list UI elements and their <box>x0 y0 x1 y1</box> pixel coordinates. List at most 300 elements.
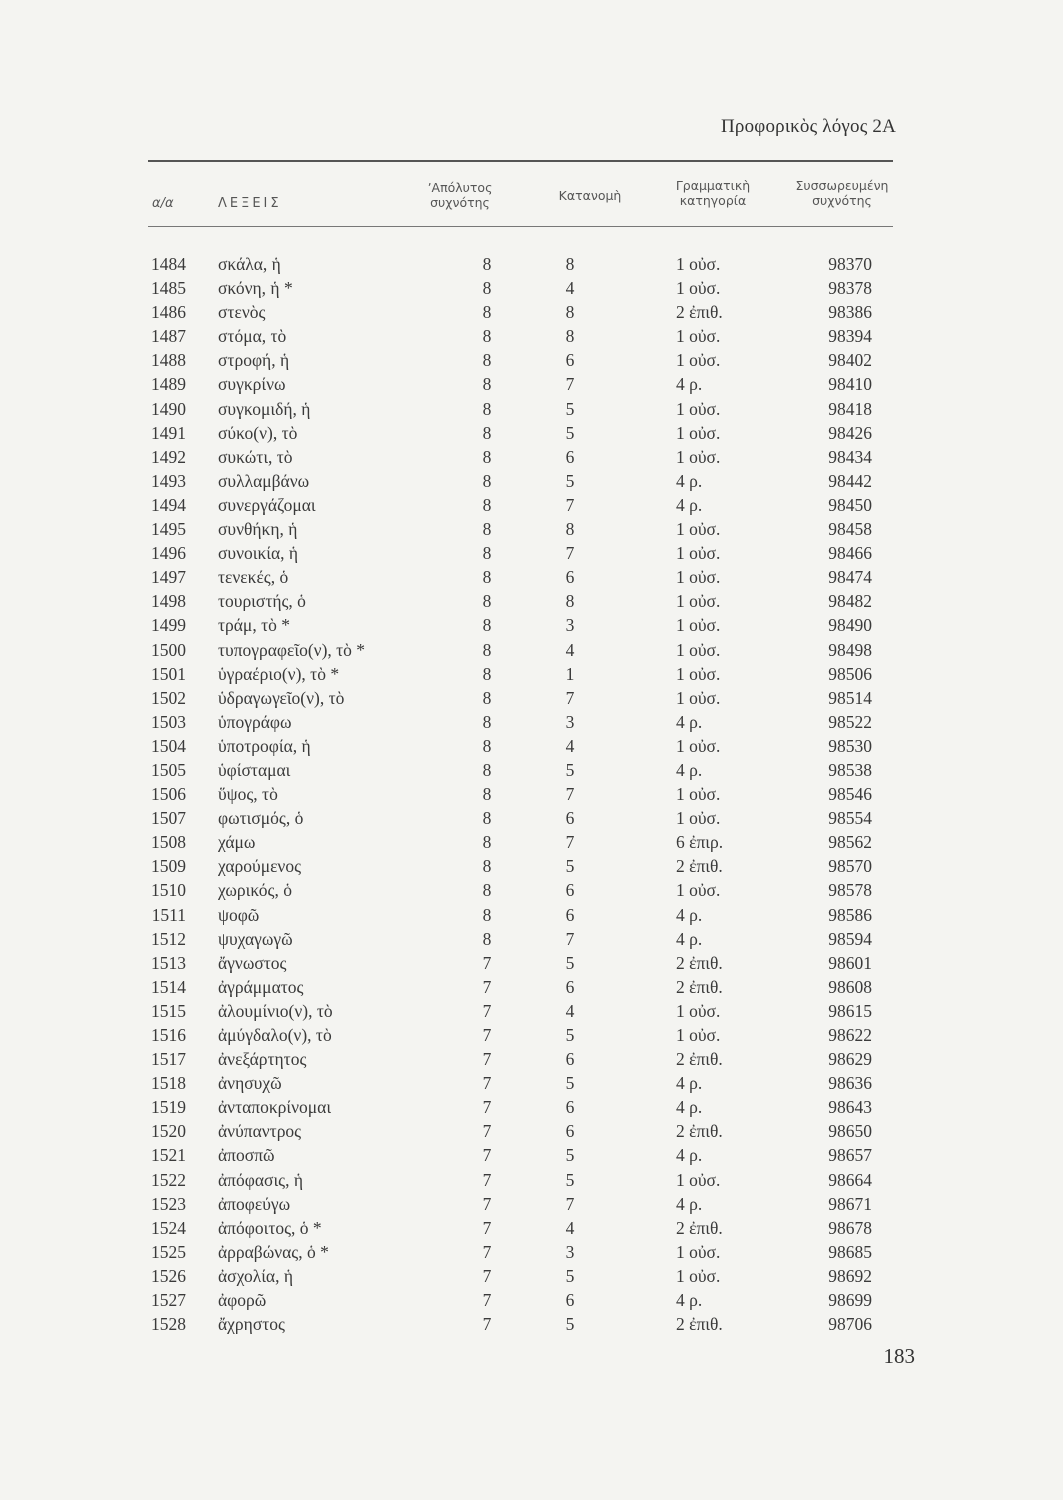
row-absolute-frequency: 8 <box>482 422 492 443</box>
row-absolute-frequency: 7 <box>482 1073 492 1094</box>
table-row <box>0 541 1063 565</box>
row-absolute-frequency: 7 <box>482 1097 492 1118</box>
row-absolute-frequency: 8 <box>482 687 492 708</box>
running-head: Προφορικὸς λόγος 2Α <box>720 116 896 137</box>
column-header-distribution: Κατανομὴ <box>558 188 622 203</box>
row-grammatical-category: 1 οὐσ. <box>676 615 721 636</box>
row-grammatical-category: 1 οὐσ. <box>676 784 721 805</box>
table-row <box>0 1264 1063 1288</box>
row-word: ἀπόφασις, ἡ <box>218 1169 303 1190</box>
row-grammatical-category: 1 οὐσ. <box>676 519 721 540</box>
row-grammatical-category: 1 οὐσ. <box>676 1169 721 1190</box>
row-index: 1513 <box>151 952 186 973</box>
row-word: ἀποσπῶ <box>218 1145 275 1166</box>
row-cumulative-frequency: 98442 <box>828 470 872 491</box>
row-cumulative-frequency: 98514 <box>828 687 872 708</box>
row-absolute-frequency: 7 <box>482 1000 492 1021</box>
row-absolute-frequency: 7 <box>482 1169 492 1190</box>
table-row <box>0 1095 1063 1119</box>
row-grammatical-category: 1 οὐσ. <box>676 1025 721 1045</box>
table-row <box>0 1288 1063 1312</box>
row-index: 1505 <box>151 759 186 780</box>
row-index: 1502 <box>151 687 186 708</box>
row-grammatical-category: 4 ρ. <box>676 1073 703 1094</box>
row-cumulative-frequency: 98608 <box>828 976 872 997</box>
row-absolute-frequency: 8 <box>482 494 492 515</box>
row-cumulative-frequency: 98546 <box>828 784 872 805</box>
row-absolute-frequency: 7 <box>482 1314 492 1335</box>
table-row <box>0 1023 1063 1047</box>
row-index: 1507 <box>151 808 186 829</box>
row-word: συκώτι, τὸ <box>218 446 293 467</box>
row-absolute-frequency: 8 <box>482 446 492 467</box>
row-distribution: 7 <box>565 784 575 805</box>
row-grammatical-category: 4 ρ. <box>676 711 703 732</box>
row-word: ψυχαγωγῶ <box>218 928 293 949</box>
table-row <box>0 348 1063 372</box>
row-cumulative-frequency: 98629 <box>828 1049 872 1070</box>
row-word: ἀνύπαντρος <box>218 1121 302 1142</box>
row-absolute-frequency: 8 <box>482 519 492 540</box>
row-grammatical-category: 1 οὐσ. <box>676 687 721 708</box>
row-index: 1522 <box>151 1169 186 1190</box>
row-grammatical-category: 1 οὐσ. <box>676 1000 721 1021</box>
row-absolute-frequency: 8 <box>482 254 492 274</box>
row-index: 1525 <box>151 1241 186 1262</box>
row-cumulative-frequency: 98643 <box>828 1097 872 1118</box>
row-index: 1512 <box>151 928 186 949</box>
row-cumulative-frequency: 98671 <box>828 1193 872 1214</box>
row-distribution: 7 <box>565 928 575 949</box>
row-distribution: 6 <box>565 976 575 997</box>
header-bottom-rule <box>148 226 893 227</box>
row-grammatical-category: 1 οὐσ. <box>676 326 721 347</box>
row-index: 1498 <box>151 591 186 612</box>
row-distribution: 5 <box>565 1265 575 1286</box>
row-word: χαρούμενος <box>218 856 302 877</box>
column-header-cumulative-frequency <box>782 178 902 208</box>
row-absolute-frequency: 7 <box>482 1049 492 1070</box>
row-absolute-frequency: 8 <box>482 398 492 419</box>
row-absolute-frequency: 8 <box>482 543 492 564</box>
row-grammatical-category: 1 οὐσ. <box>676 639 721 660</box>
row-cumulative-frequency: 98426 <box>828 422 872 443</box>
column-header-grammatical-category-line2: κατηγορία <box>679 193 747 208</box>
row-word: συγκρίνω <box>218 374 286 395</box>
row-grammatical-category: 4 ρ. <box>676 1145 703 1166</box>
row-absolute-frequency: 7 <box>482 1121 492 1142</box>
column-header-absolute-frequency-line2: συχνότης <box>430 195 490 210</box>
row-grammatical-category: 1 οὐσ. <box>676 446 721 467</box>
row-distribution: 7 <box>565 1193 575 1214</box>
row-distribution: 6 <box>565 880 575 901</box>
row-word: ἀνταποκρίνομαι <box>218 1097 332 1118</box>
row-index: 1517 <box>151 1049 186 1070</box>
row-index: 1499 <box>151 615 186 636</box>
table-row <box>0 372 1063 396</box>
row-distribution: 4 <box>565 1217 575 1238</box>
row-index: 1509 <box>151 856 186 877</box>
row-cumulative-frequency: 98706 <box>828 1314 872 1335</box>
table-row <box>0 662 1063 686</box>
row-index: 1504 <box>151 735 186 756</box>
row-grammatical-category: 1 οὐσ. <box>676 735 721 756</box>
row-index: 1491 <box>151 422 186 443</box>
row-cumulative-frequency: 98386 <box>828 302 872 323</box>
table-row <box>0 975 1063 999</box>
row-absolute-frequency: 7 <box>482 1025 492 1045</box>
row-absolute-frequency: 8 <box>482 350 492 371</box>
row-word: στενὸς <box>218 302 266 323</box>
row-grammatical-category: 4 ρ. <box>676 494 703 515</box>
table-row <box>0 782 1063 806</box>
row-cumulative-frequency: 98554 <box>828 808 872 829</box>
row-distribution: 3 <box>565 1241 575 1262</box>
row-cumulative-frequency: 98678 <box>828 1217 872 1238</box>
row-absolute-frequency: 8 <box>482 928 492 949</box>
row-distribution: 7 <box>565 832 575 853</box>
row-word: ἀνησυχῶ <box>218 1073 282 1094</box>
row-word: ἄχρηστος <box>218 1314 285 1335</box>
table-row <box>0 589 1063 613</box>
table-row <box>0 252 1063 276</box>
row-absolute-frequency: 8 <box>482 735 492 756</box>
row-cumulative-frequency: 98522 <box>828 711 872 732</box>
row-cumulative-frequency: 98699 <box>828 1290 872 1311</box>
row-word: ὑγραέριο(ν), τὸ * <box>218 663 340 684</box>
row-distribution: 5 <box>565 422 575 443</box>
row-absolute-frequency: 8 <box>482 808 492 829</box>
row-absolute-frequency: 8 <box>482 711 492 732</box>
row-grammatical-category: 4 ρ. <box>676 1097 703 1118</box>
row-absolute-frequency: 8 <box>482 615 492 636</box>
row-distribution: 6 <box>565 1049 575 1070</box>
column-header-grammatical-category <box>658 178 768 208</box>
row-cumulative-frequency: 98490 <box>828 615 872 636</box>
row-cumulative-frequency: 98474 <box>828 567 872 588</box>
row-word: συλλαμβάνω <box>218 470 310 491</box>
row-distribution: 8 <box>565 591 575 612</box>
row-distribution: 5 <box>565 1169 575 1190</box>
table-row <box>0 613 1063 637</box>
row-grammatical-category: 1 οὐσ. <box>676 543 721 564</box>
row-grammatical-category: 2 ἐπιθ. <box>676 302 723 323</box>
row-index: 1488 <box>151 350 186 371</box>
row-word: ἀπόφοιτος, ὁ * <box>218 1217 322 1238</box>
row-absolute-frequency: 8 <box>482 663 492 684</box>
row-cumulative-frequency: 98402 <box>828 350 872 371</box>
row-grammatical-category: 1 οὐσ. <box>676 398 721 419</box>
row-word: ἀρραβώνας, ὁ * <box>218 1241 329 1262</box>
row-index: 1501 <box>151 663 186 684</box>
row-grammatical-category: 2 ἐπιθ. <box>676 952 723 973</box>
row-grammatical-category: 2 ἐπιθ. <box>676 1314 723 1335</box>
row-grammatical-category: 1 οὐσ. <box>676 254 721 274</box>
row-word: στόμα, τὸ <box>218 326 287 347</box>
table-row <box>0 1312 1063 1336</box>
row-distribution: 1 <box>565 663 575 684</box>
table-row <box>0 927 1063 951</box>
row-cumulative-frequency: 98650 <box>828 1121 872 1142</box>
row-word: συνθήκη, ἡ <box>218 519 298 540</box>
row-index: 1490 <box>151 398 186 419</box>
row-distribution: 3 <box>565 615 575 636</box>
row-cumulative-frequency: 98601 <box>828 952 872 973</box>
row-cumulative-frequency: 98434 <box>828 446 872 467</box>
column-header-words: ΛΕΞΕΙΣ <box>218 196 282 211</box>
row-distribution: 5 <box>565 1073 575 1094</box>
table-row <box>0 1192 1063 1216</box>
table-row <box>0 565 1063 589</box>
row-grammatical-category: 4 ρ. <box>676 470 703 491</box>
row-distribution: 7 <box>565 374 575 395</box>
row-grammatical-category: 1 οὐσ. <box>676 591 721 612</box>
column-header-cumulative-frequency-line2: συχνότης <box>812 193 872 208</box>
row-cumulative-frequency: 98418 <box>828 398 872 419</box>
column-header-absolute-frequency <box>410 180 510 210</box>
row-index: 1497 <box>151 567 186 588</box>
row-word: χάμω <box>218 832 256 853</box>
table-row <box>0 1216 1063 1240</box>
row-index: 1492 <box>151 446 186 467</box>
row-word: ἄγνωστος <box>218 952 287 973</box>
table-row <box>0 300 1063 324</box>
row-cumulative-frequency: 98570 <box>828 856 872 877</box>
table-row <box>0 1143 1063 1167</box>
row-word: ὑφίσταμαι <box>218 759 291 780</box>
row-grammatical-category: 2 ἐπιθ. <box>676 1217 723 1238</box>
row-index: 1511 <box>151 904 186 925</box>
row-distribution: 4 <box>565 1000 575 1021</box>
row-cumulative-frequency: 98378 <box>828 278 872 299</box>
row-absolute-frequency: 8 <box>482 326 492 347</box>
row-absolute-frequency: 8 <box>482 784 492 805</box>
row-grammatical-category: 1 οὐσ. <box>676 350 721 371</box>
row-word: ἀμύγδαλο(ν), τὸ <box>218 1025 332 1045</box>
table-row <box>0 324 1063 348</box>
row-grammatical-category: 1 οὐσ. <box>676 663 721 684</box>
row-grammatical-category: 1 οὐσ. <box>676 1265 721 1286</box>
row-index: 1487 <box>151 326 186 347</box>
row-index: 1485 <box>151 278 186 299</box>
table-row <box>0 1240 1063 1264</box>
row-index: 1506 <box>151 784 186 805</box>
row-cumulative-frequency: 98622 <box>828 1025 872 1045</box>
row-cumulative-frequency: 98586 <box>828 904 872 925</box>
row-index: 1489 <box>151 374 186 395</box>
row-grammatical-category: 4 ρ. <box>676 904 703 925</box>
row-index: 1493 <box>151 470 186 491</box>
row-absolute-frequency: 7 <box>482 1290 492 1311</box>
row-distribution: 7 <box>565 687 575 708</box>
column-header-absolute-frequency-line1: ʼΑπόλυτος <box>427 180 493 195</box>
row-distribution: 7 <box>565 543 575 564</box>
row-grammatical-category: 4 ρ. <box>676 1193 703 1214</box>
row-absolute-frequency: 7 <box>482 1241 492 1262</box>
row-cumulative-frequency: 98410 <box>828 374 872 395</box>
row-word: φωτισμός, ὁ <box>218 808 304 829</box>
row-absolute-frequency: 8 <box>482 302 492 323</box>
row-distribution: 6 <box>565 1290 575 1311</box>
row-distribution: 8 <box>565 302 575 323</box>
row-grammatical-category: 1 οὐσ. <box>676 1241 721 1262</box>
row-distribution: 6 <box>565 1097 575 1118</box>
row-index: 1484 <box>151 254 186 274</box>
row-index: 1521 <box>151 1145 186 1166</box>
row-cumulative-frequency: 98538 <box>828 759 872 780</box>
row-index: 1508 <box>151 832 186 853</box>
row-cumulative-frequency: 98578 <box>828 880 872 901</box>
row-word: τυπογραφεῖο(ν), τὸ * <box>218 639 366 660</box>
row-index: 1524 <box>151 1217 186 1238</box>
row-index: 1495 <box>151 519 186 540</box>
table-row <box>0 421 1063 445</box>
row-word: σύκο(ν), τὸ <box>218 422 298 443</box>
table-row <box>0 638 1063 662</box>
row-index: 1526 <box>151 1265 186 1286</box>
row-index: 1500 <box>151 639 186 660</box>
row-grammatical-category: 2 ἐπιθ. <box>676 976 723 997</box>
row-index: 1503 <box>151 711 186 732</box>
row-absolute-frequency: 7 <box>482 1217 492 1238</box>
table-row <box>0 469 1063 493</box>
page-number: 183 <box>883 1344 915 1368</box>
row-distribution: 6 <box>565 567 575 588</box>
row-cumulative-frequency: 98450 <box>828 494 872 515</box>
header-top-rule <box>148 160 893 162</box>
row-cumulative-frequency: 98594 <box>828 928 872 949</box>
row-absolute-frequency: 8 <box>482 856 492 877</box>
row-grammatical-category: 1 οὐσ. <box>676 880 721 901</box>
table-row <box>0 830 1063 854</box>
row-word: ἀποφεύγω <box>218 1193 291 1214</box>
row-grammatical-category: 4 ρ. <box>676 1290 703 1311</box>
row-absolute-frequency: 7 <box>482 976 492 997</box>
row-grammatical-category: 2 ἐπιθ. <box>676 856 723 877</box>
row-word: ἀφορῶ <box>218 1290 267 1311</box>
table-row <box>0 445 1063 469</box>
row-grammatical-category: 4 ρ. <box>676 374 703 395</box>
row-word: ψοφῶ <box>218 904 260 925</box>
row-distribution: 5 <box>565 952 575 973</box>
table-row <box>0 276 1063 300</box>
row-word: συνοικία, ἡ <box>218 543 299 564</box>
row-absolute-frequency: 8 <box>482 904 492 925</box>
table-row <box>0 758 1063 782</box>
row-absolute-frequency: 8 <box>482 567 492 588</box>
row-distribution: 6 <box>565 904 575 925</box>
column-header-cumulative-frequency-line1: Συσσωρευμένη <box>795 178 889 193</box>
table-row <box>0 903 1063 927</box>
row-absolute-frequency: 7 <box>482 1265 492 1286</box>
row-index: 1520 <box>151 1121 186 1142</box>
row-distribution: 4 <box>565 639 575 660</box>
row-distribution: 8 <box>565 326 575 347</box>
row-word: συνεργάζομαι <box>218 494 316 515</box>
row-word: ὑποτροφία, ἡ <box>218 735 311 756</box>
row-index: 1528 <box>151 1314 186 1335</box>
row-cumulative-frequency: 98482 <box>828 591 872 612</box>
row-distribution: 5 <box>565 1314 575 1335</box>
row-distribution: 8 <box>565 519 575 540</box>
row-cumulative-frequency: 98498 <box>828 639 872 660</box>
table-row <box>0 878 1063 902</box>
row-index: 1518 <box>151 1073 186 1094</box>
row-distribution: 3 <box>565 711 575 732</box>
row-word: στροφή, ἡ <box>218 350 290 371</box>
row-index: 1486 <box>151 302 186 323</box>
row-cumulative-frequency: 98636 <box>828 1073 872 1094</box>
table-row <box>0 686 1063 710</box>
row-absolute-frequency: 8 <box>482 374 492 395</box>
row-absolute-frequency: 7 <box>482 1145 492 1166</box>
row-grammatical-category: 1 οὐσ. <box>676 278 721 299</box>
row-grammatical-category: 1 οὐσ. <box>676 567 721 588</box>
row-word: ὕψος, τὸ <box>218 784 278 805</box>
row-word: σκάλα, ἡ <box>218 254 281 274</box>
table-row <box>0 854 1063 878</box>
row-cumulative-frequency: 98657 <box>828 1145 872 1166</box>
row-distribution: 5 <box>565 856 575 877</box>
row-word: σκόνη, ἡ * <box>218 278 293 299</box>
row-grammatical-category: 2 ἐπιθ. <box>676 1049 723 1070</box>
column-header-grammatical-category-line1: Γραμματικὴ <box>675 178 751 193</box>
table-row <box>0 1071 1063 1095</box>
row-absolute-frequency: 8 <box>482 470 492 491</box>
table-row <box>0 999 1063 1023</box>
row-absolute-frequency: 7 <box>482 952 492 973</box>
row-index: 1514 <box>151 976 186 997</box>
row-cumulative-frequency: 98458 <box>828 519 872 540</box>
row-word: ἀσχολία, ἡ <box>218 1265 293 1286</box>
row-word: ὑπογράφω <box>218 711 292 732</box>
row-word: χωρικός, ὁ <box>218 880 292 901</box>
row-distribution: 6 <box>565 446 575 467</box>
row-distribution: 8 <box>565 254 575 274</box>
row-word: ἀνεξάρτητος <box>218 1049 307 1070</box>
row-index: 1519 <box>151 1097 186 1118</box>
table-row <box>0 1119 1063 1143</box>
row-word: τενεκές, ὁ <box>218 567 289 588</box>
row-distribution: 5 <box>565 398 575 419</box>
row-distribution: 6 <box>565 808 575 829</box>
row-grammatical-category: 2 ἐπιθ. <box>676 1121 723 1142</box>
row-cumulative-frequency: 98685 <box>828 1241 872 1262</box>
row-grammatical-category: 4 ρ. <box>676 759 703 780</box>
row-cumulative-frequency: 98506 <box>828 663 872 684</box>
row-distribution: 4 <box>565 735 575 756</box>
frequency-table-body <box>0 252 1063 1336</box>
row-cumulative-frequency: 98370 <box>828 254 872 274</box>
table-row <box>0 1168 1063 1192</box>
row-grammatical-category: 1 οὐσ. <box>676 422 721 443</box>
row-distribution: 5 <box>565 1145 575 1166</box>
row-distribution: 7 <box>565 494 575 515</box>
row-word: τουριστής, ὁ <box>218 591 306 612</box>
row-cumulative-frequency: 98664 <box>828 1169 872 1190</box>
row-word: τράμ, τὸ * <box>218 615 290 636</box>
row-word: ἀγράμματος <box>218 976 304 997</box>
table-row <box>0 710 1063 734</box>
column-header-index: α/α <box>152 196 174 211</box>
row-distribution: 5 <box>565 759 575 780</box>
table-row <box>0 517 1063 541</box>
row-distribution: 4 <box>565 278 575 299</box>
row-distribution: 6 <box>565 1121 575 1142</box>
row-word: ὑδραγωγεῖο(ν), τὸ <box>218 687 345 708</box>
row-cumulative-frequency: 98466 <box>828 543 872 564</box>
row-grammatical-category: 6 ἐπιρ. <box>676 832 724 853</box>
